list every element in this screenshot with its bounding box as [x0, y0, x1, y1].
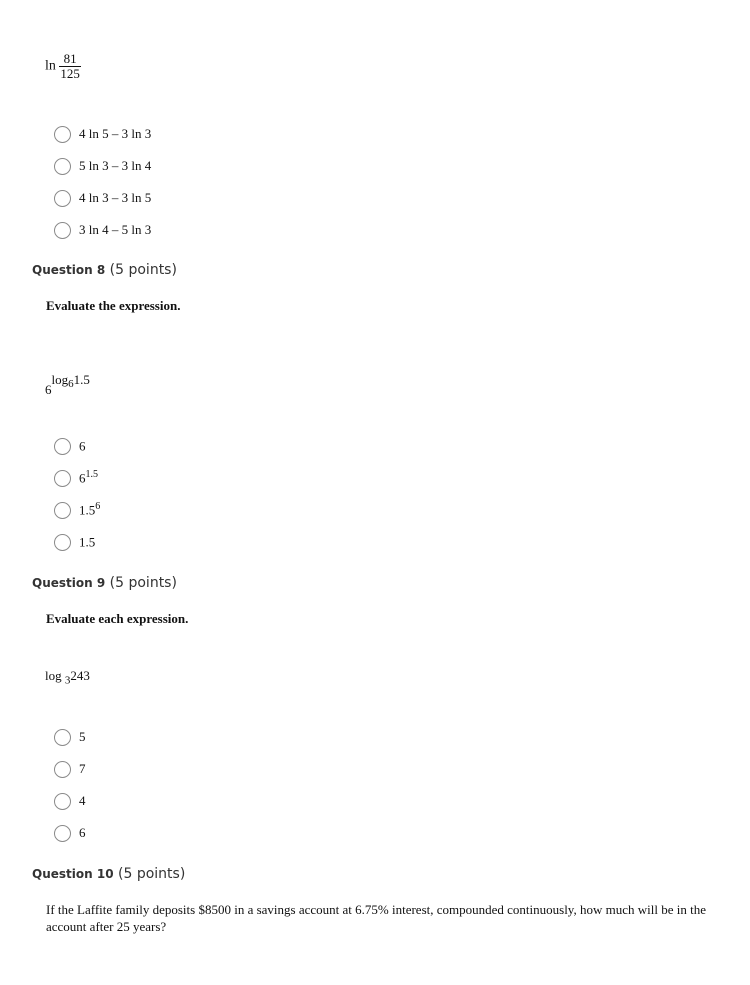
- q7-option-2[interactable]: [54, 155, 151, 177]
- option-label: 6: [79, 825, 86, 840]
- radio-button[interactable]: [54, 729, 71, 746]
- q9-expression: [45, 668, 90, 687]
- q7-expr-ln: ln: [45, 58, 56, 74]
- question-points: (5 points): [109, 575, 177, 591]
- option-label: 3 ln 4 – 5 ln 3: [79, 222, 152, 237]
- q9-expr-arg: 243: [70, 668, 90, 683]
- q8-prompt: Evaluate the expression.: [46, 298, 181, 313]
- radio-button[interactable]: [54, 126, 71, 143]
- q9-option-3[interactable]: [54, 790, 86, 812]
- radio-button[interactable]: [54, 438, 71, 455]
- q7-options: [54, 123, 151, 241]
- q7-expression: [45, 52, 81, 81]
- option-label: 4 ln 3 – 3 ln 5: [79, 190, 152, 205]
- q9-expr-log-base: 3: [64, 674, 71, 687]
- question-label: Question 10: [32, 867, 114, 881]
- radio-button[interactable]: [54, 825, 71, 842]
- q7-denominator: 125: [60, 66, 80, 81]
- q8-expr-log: log: [51, 372, 69, 387]
- q9-expr-log: log: [45, 668, 62, 683]
- option-label: 6: [79, 438, 86, 454]
- q10-header: [32, 866, 185, 882]
- q8-option-1[interactable]: [54, 435, 100, 457]
- option-label: $6^{1.5}$: [79, 469, 98, 486]
- option-label: 4: [79, 793, 86, 808]
- question-label: Question 8: [32, 263, 106, 277]
- q8-option-3[interactable]: [54, 499, 100, 521]
- q7-fraction: [59, 52, 81, 81]
- radio-button[interactable]: [54, 222, 71, 239]
- q9-options: [54, 726, 86, 844]
- radio-button[interactable]: [54, 470, 71, 487]
- option-label: $1.5^6$: [79, 501, 101, 518]
- radio-button[interactable]: [54, 534, 71, 551]
- option-label: 5: [79, 729, 86, 744]
- question-label: Question 9: [32, 576, 106, 590]
- option-label: 5 ln 3 – 3 ln 4: [79, 158, 152, 173]
- radio-button[interactable]: [54, 793, 71, 810]
- q8-option-4[interactable]: [54, 531, 100, 553]
- option-label: 1.5: [79, 534, 96, 550]
- q7-option-3[interactable]: [54, 187, 151, 209]
- q8-expr-arg: 1.5: [73, 372, 90, 387]
- q10-prompt: If the Laffite family deposits $8500 in a savings account at 6.75% interest, compounded continuously, how much will be in the account after 25 years?: [46, 902, 706, 934]
- option-label: 7: [79, 761, 86, 776]
- question-points: (5 points): [109, 262, 177, 278]
- q9-option-4[interactable]: [54, 822, 86, 844]
- q8-expr-base: 6: [45, 382, 52, 397]
- radio-button[interactable]: [54, 761, 71, 778]
- q7-numerator: 81: [59, 52, 81, 67]
- q8-expr-log-base: 6: [68, 378, 74, 390]
- q7-option-4[interactable]: [54, 219, 151, 241]
- q9-option-1[interactable]: [54, 726, 86, 748]
- q9-prompt: Evaluate each expression.: [46, 611, 189, 626]
- question-points: (5 points): [118, 866, 186, 882]
- option-label: 4 ln 5 – 3 ln 3: [79, 126, 152, 141]
- q8-header: [32, 262, 177, 278]
- q8-option-2[interactable]: [54, 467, 100, 489]
- q9-header: [32, 575, 177, 591]
- q7-option-1[interactable]: [54, 123, 151, 145]
- radio-button[interactable]: [54, 190, 71, 207]
- q8-expression: [45, 372, 90, 397]
- radio-button[interactable]: [54, 502, 71, 519]
- q8-options: [54, 435, 100, 553]
- radio-button[interactable]: [54, 158, 71, 175]
- q9-option-2[interactable]: [54, 758, 86, 780]
